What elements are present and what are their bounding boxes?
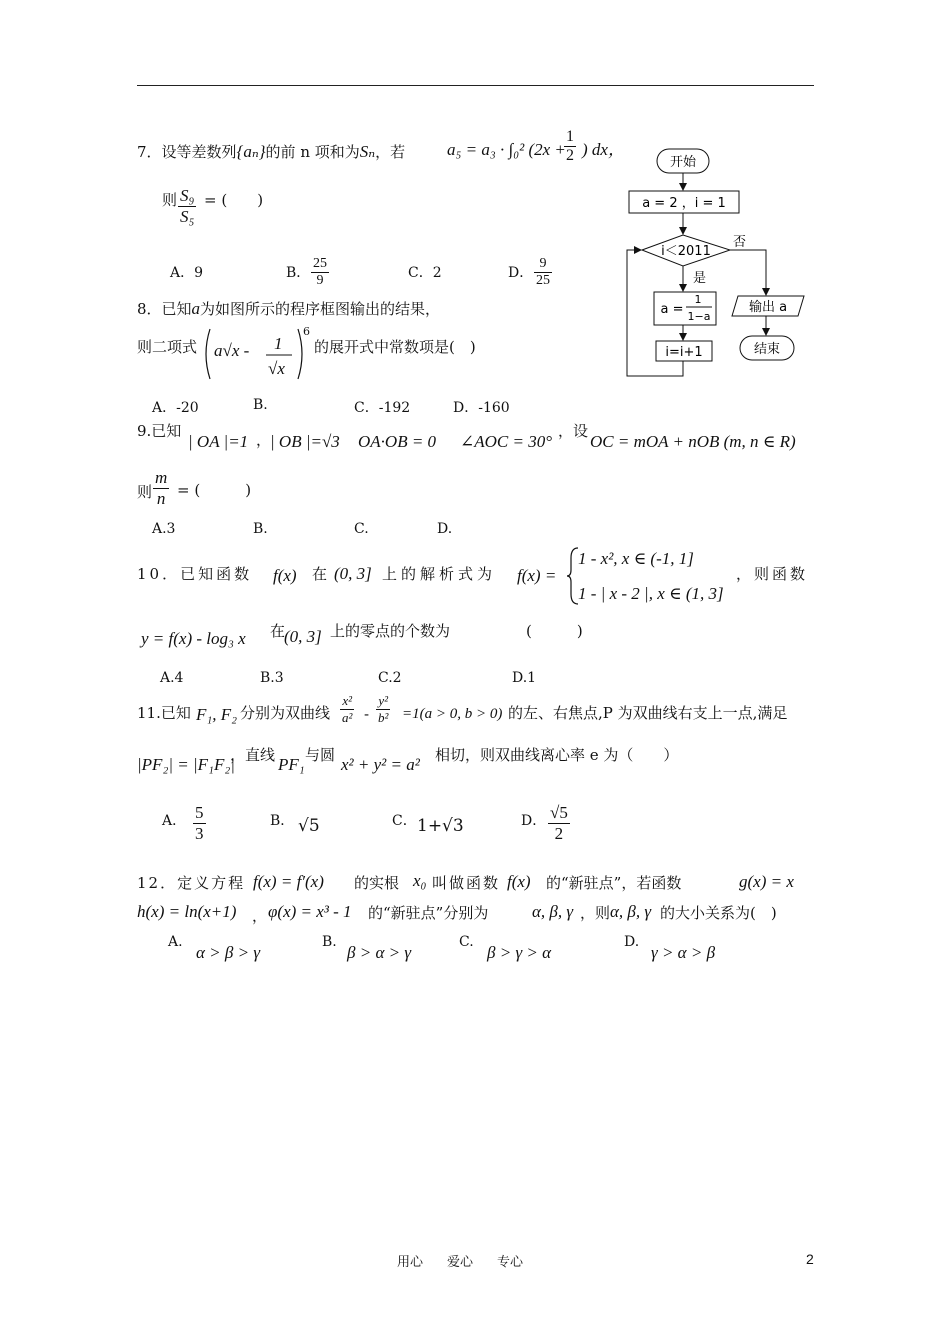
q7-condition-tail: ) dx， [582,140,625,159]
q12-x0: x₀ [413,871,427,890]
q10-option-c: C.2 [378,670,402,686]
q12-option-b-val: β > α > γ [347,943,412,962]
q12-greek2: α, β, γ [610,902,652,921]
q11-foci: F₁, F₂ [196,705,238,724]
q12-fx: f(x) [507,872,531,891]
q11-tail: 的左、右焦点,P 为双曲线右支上一点,满足 [508,704,788,722]
header-rule [137,85,814,86]
q8-frac-den: √x [268,359,285,378]
q11-option-c: C． [392,813,417,829]
footer-a: 用心 [397,1255,424,1270]
q10-option-d: D.1 [512,670,537,686]
q7-option-d: D． [508,265,534,281]
footer-b: 爱心 [447,1255,474,1270]
q8-line2-lead: 则二项式 [137,338,198,356]
q12-g: g(x) = x [739,872,794,891]
q11-h1: $\frac{\text{x²}}{\text{a²}}$ [342,693,353,725]
q12-option-d: D. [624,934,640,950]
q7-option-b: B． [286,265,311,281]
q11-lead: 11.已知 [137,704,191,722]
q8-line2-tail: 的展开式中常数项是( ) [314,338,476,356]
flow-end-text: 结束 [753,342,781,357]
q12-eq: f(x) = f′(x) [253,872,324,891]
q10-on: 在 [312,565,328,583]
q9-option-b: B. [253,521,268,537]
q11-option-b-val: √5 [298,816,320,836]
q11-option-a: A． [162,813,187,829]
q12-h: h(x) = ln(x+1) [137,902,237,921]
q8-expr: a√x - [214,341,250,360]
q11-option-d: D． [521,813,547,829]
q10-line2: y = f(x) - log₃ x [141,629,246,648]
q7-ask: 则 [162,191,178,209]
flow-start-text: 开始 [669,155,697,170]
q11-option-a-frac: $\frac{5}{3}$ [195,803,204,843]
q10-case1: 1 - x², x ∈ (-1, 1] [578,549,694,568]
q10-line2-tail: 上的零点的个数为 [330,622,451,640]
q11-l2e: 相切，则双曲线离心率 e 为（ ） [435,746,679,764]
q12-mid3: 的“新驻点”，若函数 [546,874,682,892]
q12-option-a: A. [168,934,183,950]
q8-option-b: B. [253,397,268,413]
q12-greek: α, β, γ [532,902,574,921]
q10-interval2: (0, 3] [284,627,322,646]
q8-option-d: D．-160 [453,400,510,416]
q10-interval: (0, 3] [334,564,372,583]
q9-option-c: C. [354,521,369,537]
flow-assign-num: 1 [694,293,702,306]
q10-fx2: f(x) = [517,566,557,585]
q7-option-c: C．2 [408,265,442,281]
q11-option-c-val: 1+√3 [417,816,464,836]
q12-lead: 12．定义方程 [137,874,246,892]
q9-c4: ∠AOC = 30° [460,432,553,451]
q9-frac: $\frac{m}{n}$ [155,468,168,508]
q12-mid5: ，则 [580,904,611,922]
q11-mid: 分别为双曲线 [240,704,331,722]
q12-mid1: 的实根 [354,874,400,892]
flow-no-label: 否 [733,235,747,250]
q10-fx: f(x) [273,566,297,585]
q9-ask: 则 [137,483,153,501]
q7-ask-tail: = ( ) [204,191,264,209]
q11-h2: $\frac{\text{y²}}{\text{b²}}$ [378,693,389,725]
q9-option-d: D. [437,521,453,537]
q12-tail: 的大小关系为( ) [660,904,777,922]
q9-lead: 9.已知 [137,422,182,440]
q11-l2a: |PF₂| = |F₁F₂| [137,755,235,774]
q9-c2: | OB |=√3 [270,432,340,451]
q10-desc: 上的解析式为 [382,565,497,583]
q9-ask-tail: = ( ) [177,481,252,499]
q11-option-d-frac: $\frac{√5}{2}$ [550,803,568,843]
flow-output-text: 输出 a [748,300,788,315]
flowchart [620,140,820,385]
q10-tail: ，则函数 [736,565,809,583]
q8-line1: 8．已知a为如图所示的程序框图输出的结果， [137,299,441,318]
q8-frac-num: 1 [274,334,283,353]
q10-option-a: A.4 [160,670,184,686]
q10-case2: 1 - | x - 2 |, x ∈ (1, 3] [578,584,724,603]
q12-option-a-val: α > β > γ [196,943,261,962]
q9-option-a: A.3 [152,521,176,537]
q10-blank: ( ) [526,622,583,640]
q11-l2c: PF₁ [278,755,305,774]
q10-option-b: B.3 [260,670,284,686]
q10-on2: 在 [270,622,286,640]
q12-option-d-val: γ > α > β [651,943,716,962]
q9-sep1: ， [256,431,272,449]
q10-lead: 10．已知函数 [137,565,253,583]
q7-stem: 7．设等差数列{aₙ}的前 n 项和为Sₙ，若 [137,142,406,161]
q12-mid2: 叫做函数 [432,874,501,892]
q9-c5-lead: ，设 [558,422,589,440]
q7-condition: a₅ = a₃ · ∫₀² (2x + [447,140,566,159]
flow-decision-text: i＜2011 [661,244,711,259]
q11-option-b: B． [270,813,295,829]
flow-assign-den: 1−a [687,310,711,323]
q12-sep: ， [252,907,268,925]
flow-assign-lhs: a = [660,302,684,317]
q11-minus: - [364,705,370,723]
q11-l2b: ，直线 [230,746,276,764]
q8-option-a: A．-20 [152,400,199,416]
q11-l2d: 与圆 [305,746,336,764]
q9-c5: OC = mOA + nOB (m, n ∈ R) [590,432,796,451]
q12-option-b: B. [322,934,337,950]
footer-c: 专心 [497,1255,524,1270]
q12-option-c-val: β > γ > α [487,943,552,962]
q12-mid4: 的“新驻点”分别为 [368,904,489,922]
q9-c1: | OA |=1 [188,432,249,451]
q12-phi: φ(x) = x³ - 1 [268,902,352,921]
q11-circle: x² + y² = a² [341,755,420,774]
q11-cond: =1(a > 0, b > 0) [402,706,503,722]
q7-option-d-frac: $\frac{9}{25}$ [536,256,550,288]
q12-option-c: C. [459,934,474,950]
q8-power: 6 [303,325,310,338]
page-number: 2 [806,1251,814,1267]
flow-init-text: a = 2 ，i = 1 [642,196,726,211]
q8-option-c: C．-192 [354,400,411,416]
flow-increment-text: i=i+1 [665,345,703,360]
q7-option-a: A．9 [170,265,204,281]
q9-c3: OA·OB = 0 [358,432,437,451]
q7-half: $\frac{1}{2}$ [566,128,574,164]
q7-ratio: $\frac{\text{S₉}}{\text{S₅}}$ [180,186,195,226]
q7-option-b-frac: $\frac{25}{9}$ [313,256,327,288]
flow-yes-label: 是 [693,271,707,286]
